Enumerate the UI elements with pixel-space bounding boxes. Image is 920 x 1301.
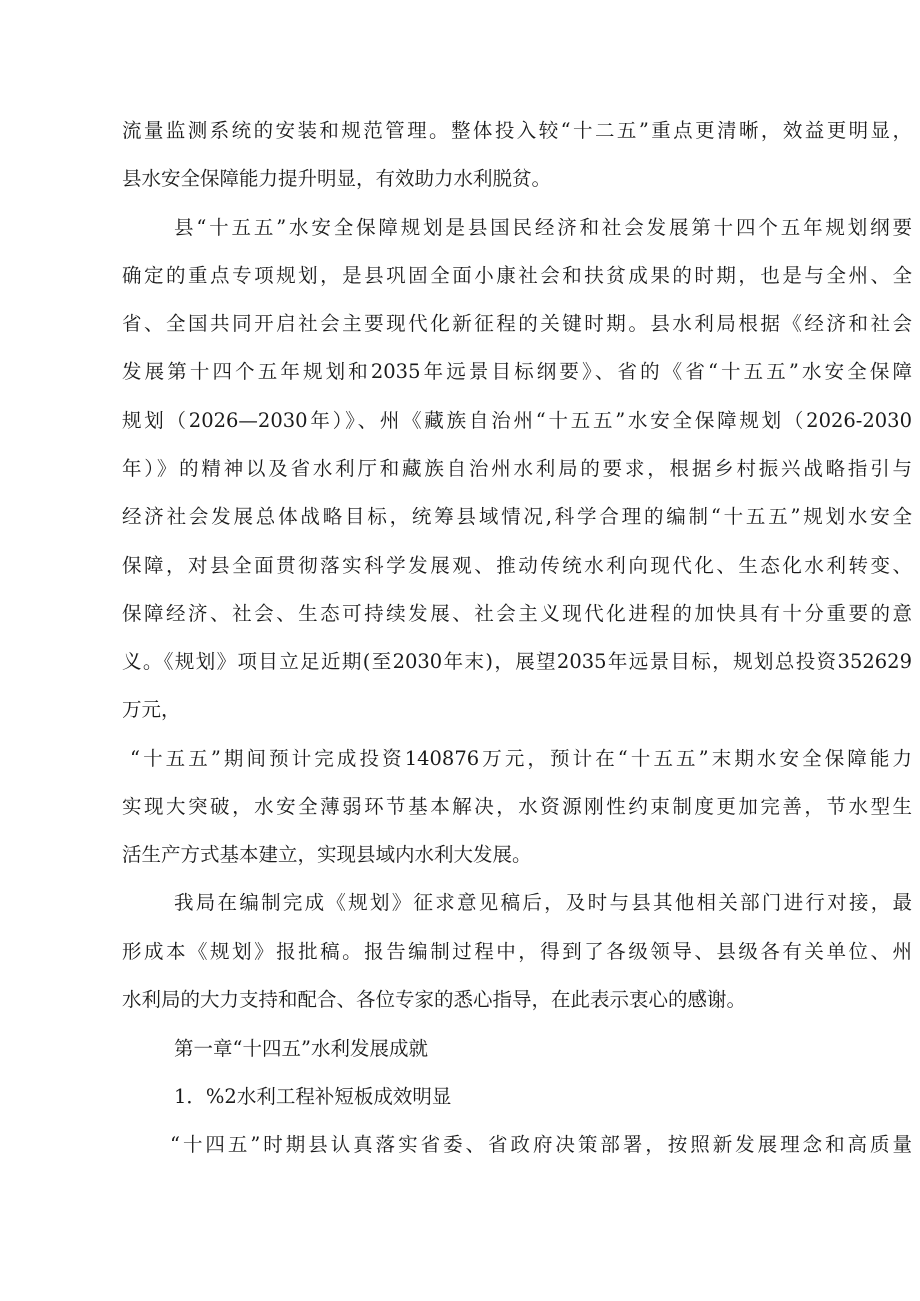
paragraph-line: 省、全国共同开启社会主要现代化新征程的关键时期。县水利局根据《经济和社会	[122, 312, 912, 335]
paragraph-line: 我局在编制完成《规划》征求意见稿后，及时与县其他相关部门进行对接，最	[174, 891, 912, 914]
paragraph-line: 保障，对县全面贯彻落实科学发展观、推动传统水利向现代化、生态化水利转变、	[122, 554, 912, 577]
chapter-heading: 第一章“十四五”水利发展成就	[174, 1037, 428, 1060]
paragraph-line: 水利局的大力支持和配合、各位专家的悉心指导，在此表示衷心的感谢。	[122, 988, 747, 1011]
paragraph-line: 确定的重点专项规划，是县巩固全面小康社会和扶贫成果的时期，也是与全州、全	[122, 264, 912, 287]
paragraph-line: 年）》的精神以及省水利厅和藏族自治州水利局的要求，根据乡村振兴战略指引与	[122, 457, 912, 480]
paragraph-line: 发展第十四个五年规划和2035年远景目标纲要》、省的《省“十五五”水安全保障	[122, 360, 912, 383]
paragraph-line: 万元，	[122, 698, 181, 721]
paragraph-line: 流量监测系统的安装和规范管理。整体投入较“十二五”重点更清晰，效益更明显，	[122, 119, 912, 142]
paragraph-line: 形成本《规划》报批稿。报告编制过程中，得到了各级领导、县级各有关单位、州	[122, 940, 912, 963]
paragraph-line: 县水安全保障能力提升明显，有效助力水利脱贫。	[122, 167, 552, 190]
paragraph-line: 活生产方式基本建立，实现县域内水利大发展。	[122, 843, 532, 866]
paragraph-line: 经济社会发展总体战略目标，统筹县域情况,科学合理的编制“十五五”规划水安全	[122, 505, 912, 528]
paragraph-line: 规划（2026—2030年）》、州《藏族自治州“十五五”水安全保障规划（2026-2030	[122, 409, 912, 432]
paragraph-line: “十五五”期间预计完成投资140876万元，预计在“十五五”末期水安全保障能力	[130, 747, 912, 770]
paragraph-line: 保障经济、社会、生态可持续发展、社会主义现代化进程的加快具有十分重要的意	[122, 602, 912, 625]
paragraph-line: 义。《规划》项目立足近期(至2030年末)，展望2035年远景目标，规划总投资352629	[122, 650, 912, 673]
section-heading: 1．%2水利工程补短板成效明显	[174, 1085, 452, 1108]
paragraph-line: “十四五”时期县认真落实省委、省政府决策部署，按照新发展理念和高质量	[170, 1133, 912, 1156]
paragraph-line: 县“十五五”水安全保障规划是县国民经济和社会发展第十四个五年规划纲要	[174, 216, 912, 239]
paragraph-line: 实现大突破，水安全薄弱环节基本解决，水资源刚性约束制度更加完善，节水型生	[122, 795, 912, 818]
